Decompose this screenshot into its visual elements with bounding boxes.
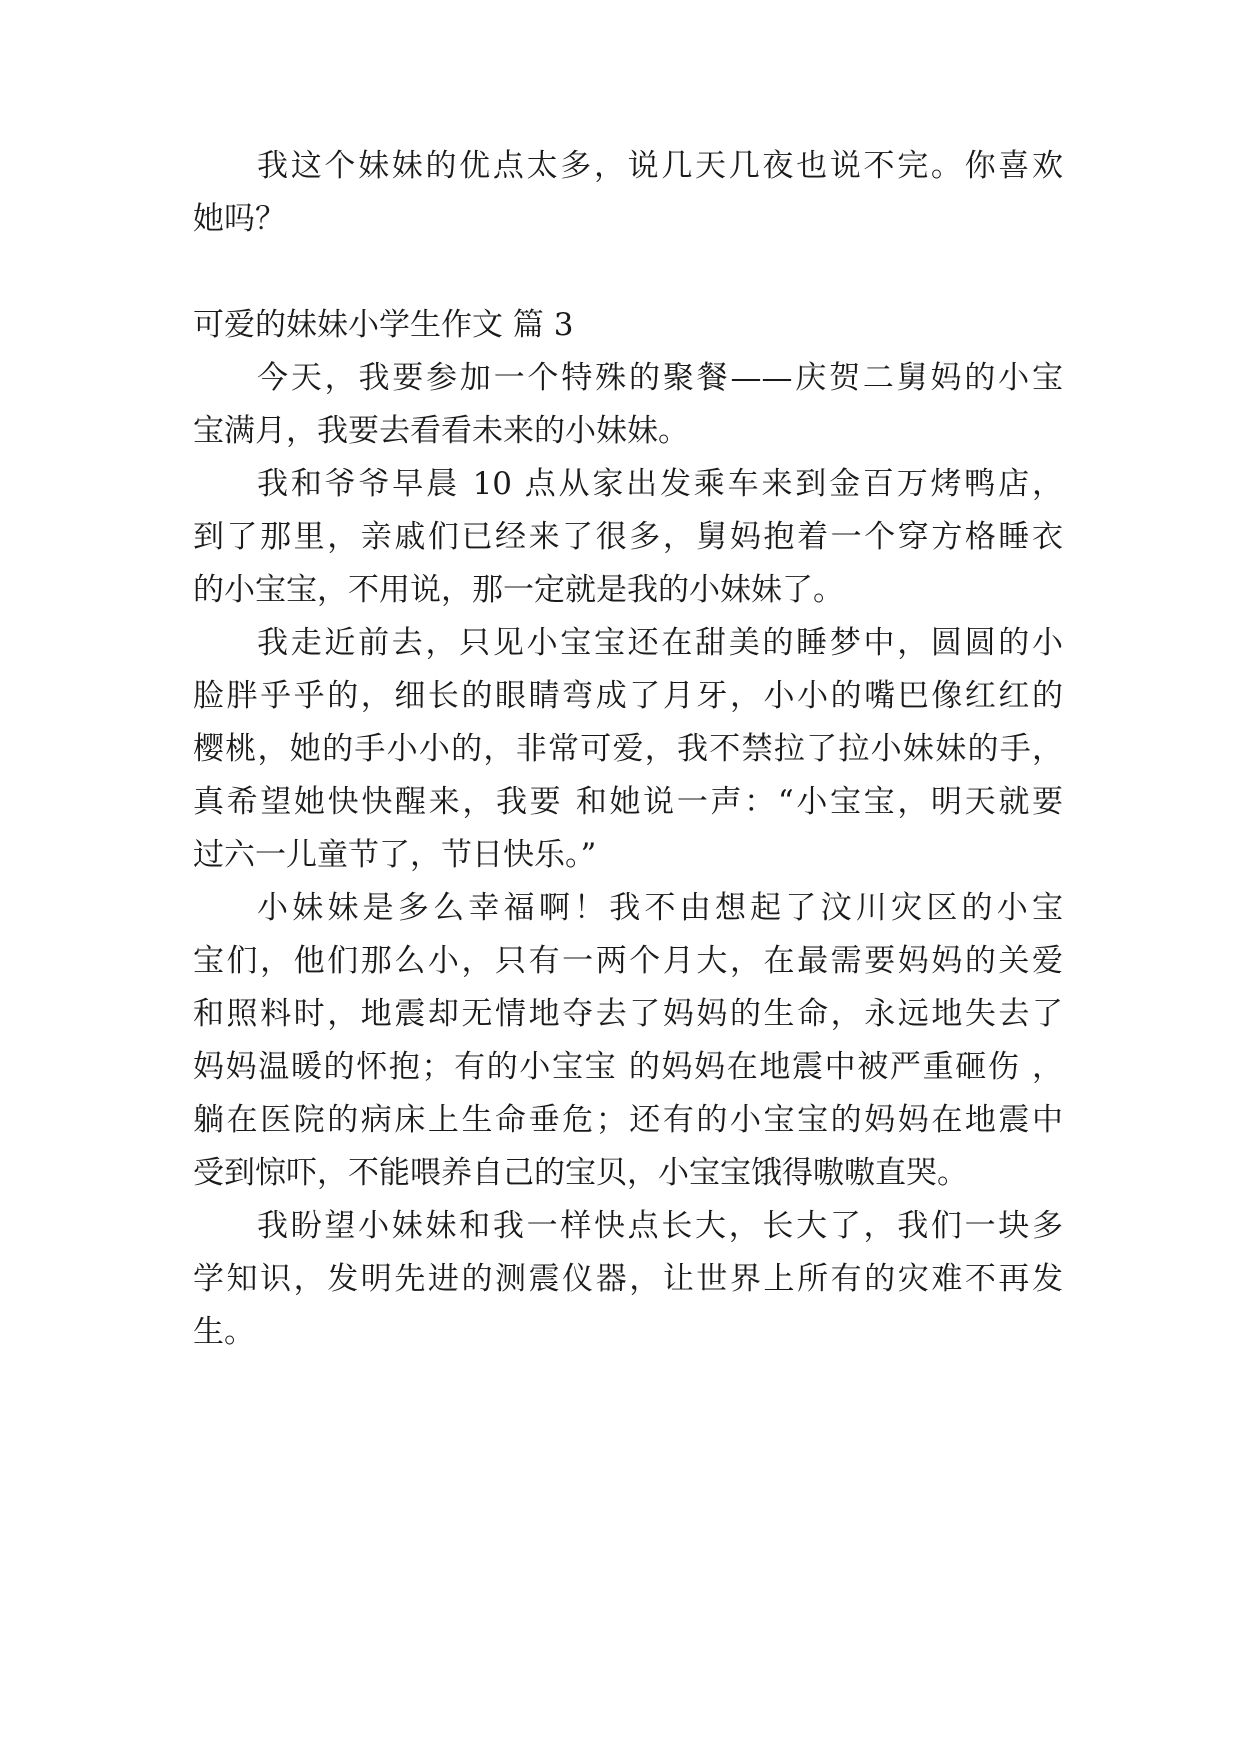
paragraph-line: 受到惊吓，不能喂养自己的宝贝，小宝宝饿得嗷嗷直哭。 — [193, 1155, 968, 1191]
paragraph-line: 生。 — [193, 1314, 255, 1350]
paragraph-line: 躺在医院的病床上生命垂危；还有的小宝宝的妈妈在地震中 — [193, 1102, 1063, 1138]
paragraph-line: 过六一儿童节了，节日快乐。” — [193, 837, 597, 873]
paragraph-line: 我盼望小妹妹和我一样快点长大，长大了，我们一块多 — [257, 1208, 1063, 1244]
paragraph-line: 到了那里，亲戚们已经来了很多，舅妈抱着一个穿方格睡衣 — [193, 519, 1063, 555]
paragraph-line: 的小宝宝，不用说，那一定就是我的小妹妹了。 — [193, 572, 844, 608]
paragraph-line: 真希望她快快醒来，我要 和她说一声：“小宝宝，明天就要 — [193, 784, 1063, 820]
paragraph-line: 樱桃，她的手小小的，非常可爱，我不禁拉了拉小妹妹的手， — [193, 731, 1063, 767]
paragraph-line: 宝们，他们那么小，只有一两个月大，在最需要妈妈的关爱 — [193, 943, 1063, 979]
paragraph-line: 宝满月，我要去看看未来的小妹妹。 — [193, 413, 689, 449]
paragraph-line: 学知识，发明先进的测震仪器，让世界上所有的灾难不再发 — [193, 1261, 1063, 1297]
paragraph-line: 和照料时，地震却无情地夺去了妈妈的生命，永远地失去了 — [193, 996, 1063, 1032]
paragraph-line: 我走近前去，只见小宝宝还在甜美的睡梦中，圆圆的小 — [257, 625, 1063, 661]
section-heading: 可爱的妹妹小学生作文 篇 3 — [193, 307, 574, 343]
paragraph-line: 今天，我要参加一个特殊的聚餐——庆贺二舅妈的小宝 — [257, 360, 1063, 396]
paragraph-line: 脸胖乎乎的，细长的眼睛弯成了月牙，小小的嘴巴像红红的 — [193, 678, 1063, 714]
paragraph-line: 妈妈温暖的怀抱；有的小宝宝 的妈妈在地震中被严重砸伤 ， — [193, 1049, 1063, 1085]
paragraph-line: 她吗？ — [193, 201, 286, 237]
paragraph-line: 小妹妹是多么幸福啊！我不由想起了汶川灾区的小宝 — [257, 890, 1063, 926]
paragraph-line: 我和爷爷早晨 10 点从家出发乘车来到金百万烤鸭店， — [257, 466, 1063, 502]
paragraph-line: 我这个妹妹的优点太多，说几天几夜也说不完。你喜欢 — [257, 148, 1063, 184]
